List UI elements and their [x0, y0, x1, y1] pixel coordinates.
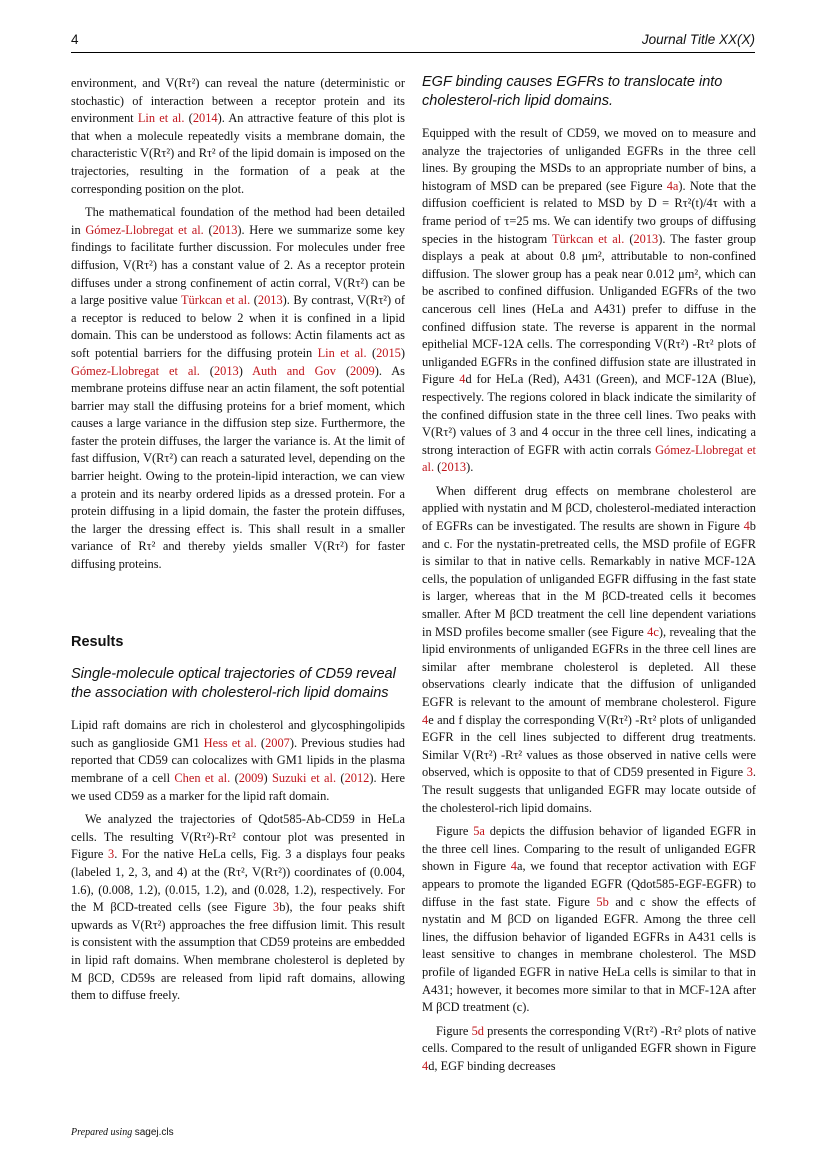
citation-link[interactable]: Auth and Gov: [252, 363, 336, 378]
citation-link[interactable]: 3: [273, 900, 280, 915]
citation-link[interactable]: 2013: [633, 231, 659, 246]
citation-link[interactable]: 4c: [647, 624, 659, 639]
paragraph-text: ). Here we used CD59 as a marker for the lipid raft domain.: [71, 771, 405, 803]
paragraph-text: and c show the effects of nystatin and M βCD on liganded EGFR. Among the three cell lines, the diffusion behavior of liganded EGFRs in A431 cells is least sensitive to changes in membrane cholesterol. The MSD profile of liganded EGFR in native HeLa cells is similar to that in A431; however, it becomes more similar to that in MCF-12A after M βCD treatment (c).: [422, 894, 756, 1015]
subheading-cd59: Single-molecule optical trajectories of CD59 reveal the association with cholesterol-rich lipid domains: [71, 666, 396, 702]
paragraph-text: (: [184, 111, 193, 126]
paragraph-text: Equipped with the result of CD59, we moved on to measure and analyze the trajectories of unliganded EGFRs in the three cell lines. By grouping the MSDs to an appropriate number of bins, a histogram of MSD can be prepared (see Figure: [422, 126, 756, 193]
paragraph-left-3: [71, 717, 405, 805]
paragraph-text: (: [624, 231, 634, 246]
paragraph-text: (: [250, 293, 258, 308]
citation-link[interactable]: 2012: [344, 771, 370, 785]
paragraph-text: e and f display the corresponding V(Rτ²) -Rτ² plots of unliganded EGFR in the cell lines subjected to different drug treatments. Similar V(Rτ²) -Rτ² values as those observed in native cells were observed, which is opposite to that of CD59 presented in Figure: [422, 712, 756, 780]
paragraph-text: a, we found that receptor activation with EGF appears to promote the liganded EGFR (Qdot585-EGF-EGFR) to diffuse in the fast state. Figure: [422, 859, 757, 909]
paragraph-text: . For the native HeLa cells, Fig. 3 a displays four peaks (labeled 1, 2, 3, and 4) at the (Rτ², V(Rτ²)) coordinates of (0.004, 1.6), (0.008, 1.2), (0.015, 1.2), and (0.028, 1.2), respectively. For the M βCD-treated cells (see Figure: [71, 847, 405, 915]
paragraph-text: ). As membrane proteins diffuse near an actin filament, the soft potential barrier may stall the diffusing proteins for a brief moment, which causes a large variance in the diffusion step size. Furthermore, the faster the protein diffuses, the larger the variance is. At the limit of fast diffusion, V(Rτ²) can reach a saturated level, depending on the barrier height. Owing to the protein-lipid interaction, we can view a protein and its nearby ordered lipids as a dressed protein. For a protein diffusing in a lipid domain, the faster the protein diffuses, the larger the dressing effect is. This shall result in a smaller variance of Rτ² and thereby yields smaller V(Rτ²) for faster diffusing proteins.: [71, 363, 405, 572]
paragraph-text: ): [263, 771, 272, 785]
paragraph-text: ).: [466, 460, 474, 475]
citation-link[interactable]: 2013: [213, 363, 239, 378]
citation-link[interactable]: 2015: [376, 345, 401, 360]
paragraph-text: ). An attractive feature of this plot is that when a molecule repeatedly visits a membrane domain, the characteristic V(Rτ²) and Rτ² of the lipid domain is imposed on the trajectories, resulting in the formation of a peak at the corresponding position on the plot.: [71, 111, 405, 196]
citation-link[interactable]: 2014: [192, 111, 218, 126]
paragraph-text: When different drug effects on membrane cholesterol are applied with nystatin and M βCD, cholesterol-mediated interaction of EGFRs can be investigated. The results are shown in Figure: [422, 483, 756, 534]
paragraph-text: ). Here we summarize some key findings to facilitate further discussion. For molecules under free diffusion, V(Rτ²) has a constant value of 2. As a receptor protein diffuses under a strong confinement of actin corral, V(Rτ²) can be a large positive value: [71, 222, 405, 308]
paragraph-text: ): [238, 363, 253, 378]
citation-link[interactable]: 2009: [349, 363, 375, 378]
citation-link[interactable]: 4: [422, 1058, 429, 1073]
running-header: [71, 30, 755, 53]
paragraph-text: d for HeLa (Red), A431 (Green), and MCF-12A (Blue), respectively. The regions colored in black indicate the similarity of the confined diffusion state in the three cell lines. Two peaks with V(Rτ²) values of 3 and 4 occur in the three cell lines, indicating a strong interaction of EGFR with actin corrals: [422, 372, 756, 457]
paragraph-text: ), revealing that the lipid environments of unliganded EGFRs in the three cell lines are similar after membrane cholesterol is depleted. All these observations clearly indicate that the diffusion of unliganded EGFR is relevant to the amount of membrane cholesterol. Figure: [422, 624, 756, 709]
citation-link[interactable]: Gómez-Llobregat et al.: [85, 222, 204, 237]
paragraph-text: The mathematical foundation of the method had been detailed in: [71, 205, 405, 237]
paragraph-right-4: [422, 1023, 756, 1076]
citation-link[interactable]: Türkcan et al.: [551, 231, 625, 246]
paragraph-text: ). The faster group displays a peak at about 0.8 μm², attributable to non-confined diffusion. The slower group has a peak near 0.012 μm², which can be ascribed to confined diffusion. Unliganded EGFRs of the two cancerous cell lines (HeLa and A431) prefer to diffuse in the confined diffusion state. The reverse is apparent in the normal epithelial MCF-12A cells. The corresponding V(Rτ²) -Rτ² plots of unliganded EGFRs in the confined diffusion state are illustrated in Figure: [422, 231, 756, 387]
citation-link[interactable]: 3: [107, 847, 115, 862]
citation-link[interactable]: Gómez-Llobregat et al.: [422, 442, 756, 475]
paragraph-text: depicts the diffusion behavior of liganded EGFR in the three cell lines. Comparing to the result of unliganded EGFR shown in Figure: [422, 824, 756, 874]
citation-link[interactable]: Lin et al.: [137, 111, 185, 126]
paragraph-right-2: [422, 483, 756, 817]
results-heading: Results: [71, 633, 124, 650]
paragraph-text: (: [256, 735, 266, 750]
citation-link[interactable]: 4: [743, 519, 750, 534]
paragraph-text: (: [335, 363, 350, 378]
citation-link[interactable]: Suzuki et al.: [271, 771, 337, 785]
paragraph-text: Figure: [436, 1023, 472, 1038]
paragraph-right-1: [422, 125, 756, 477]
citation-link[interactable]: Hess et al.: [203, 735, 257, 750]
citation-link[interactable]: 2013: [257, 293, 283, 308]
paragraph-text: ): [400, 345, 405, 360]
citation-link[interactable]: 5b: [596, 894, 609, 909]
citation-link[interactable]: 2007: [265, 735, 290, 750]
paragraph-text: ). Previous studies had reported that CD59 can colocalizes with GM1 lipids in the plasma membrane of a cell: [71, 735, 405, 785]
paragraph-text: ). Note that the diffusion coefficient is related to MSD by D = Rτ²(t)/4τ with a frame period of τ=25 ms. We can identify two groups of diffusing species in the histogram: [422, 178, 756, 246]
paragraph-left-4: [71, 811, 405, 1005]
paragraph-text: b), the four peaks shift upwards as V(Rτ²) approaches the free diffusion limit. This result is consistent with the assumption that CD59 proteins are embedded in lipid raft domains. When membrane cholesterol is depleted by M βCD, CD59s are released from lipid raft domains, allowing them to diffuse freely.: [71, 900, 405, 1003]
citation-link[interactable]: 3: [746, 765, 753, 780]
paragraph-text: Figure: [436, 824, 474, 839]
paragraph-text: environment, and V(Rτ²) can reveal the nature (deterministic or stochastic) of interaction between a receptor protein and its environment: [71, 76, 405, 126]
paragraph-text: We analyzed the trajectories of Qdot585-Ab-CD59 in HeLa cells. The resulting V(Rτ²)-Rτ² contour plot was presented in Figure: [71, 812, 405, 862]
paragraph-left-1: [71, 75, 405, 198]
paragraph-right-3: [422, 823, 756, 1017]
paragraph-text: . The result suggests that unliganded EGFR may locate outside of the cholesterol-rich lipid domains.: [422, 765, 756, 815]
citation-link[interactable]: 2009: [238, 771, 264, 785]
citation-link[interactable]: Gómez-Llobregat et al.: [71, 363, 200, 378]
citation-link[interactable]: 2013: [441, 460, 467, 475]
paragraph-text: (: [336, 771, 345, 785]
citation-link[interactable]: 2013: [212, 222, 238, 237]
citation-link[interactable]: 4: [422, 712, 429, 727]
paragraph-text: (: [434, 460, 442, 475]
footer-prefix: Prepared using: [71, 1127, 135, 1138]
paragraph-text: (: [230, 771, 239, 785]
citation-link[interactable]: 5a: [473, 824, 485, 839]
citation-link[interactable]: Türkcan et al.: [180, 293, 251, 308]
paragraph-text: Lipid raft domains are rich in cholesterol and glycosphingolipids such as ganglioside GM1: [71, 718, 405, 750]
paragraph-text: (: [366, 345, 377, 360]
paragraph-text: b and c. For the nystatin-pretreated cells, the MSD profile of EGFR is similar to that in native cells. Remarkably in native MCF-12A cells, the population of unliganded EGFR diffusing in the fast state is larger, whereas that in the M βCD-treated cells it becomes smaller. After M βCD treatment the cell line dependent variations in MSD profiles become smaller (see Figure: [422, 519, 756, 639]
paragraph-text: (: [199, 363, 214, 378]
citation-link[interactable]: 4: [510, 859, 517, 874]
citation-link[interactable]: 4: [459, 372, 466, 387]
paragraph-text: d, EGF binding decreases: [428, 1058, 556, 1073]
page-number: 4: [71, 32, 79, 47]
citation-link[interactable]: Lin et al.: [317, 345, 367, 360]
right-column: [422, 75, 756, 1081]
citation-link[interactable]: Chen et al.: [174, 771, 231, 785]
citation-link[interactable]: 5d: [471, 1023, 484, 1038]
paragraph-text: presents the corresponding V(Rτ²) -Rτ² plots of native cells. Compared to the result of unliganded EGFR shown in Figure: [422, 1023, 756, 1056]
footer-cls: sagej.cls: [134, 1127, 174, 1138]
footer: [71, 1127, 174, 1138]
left-column: [71, 75, 405, 1011]
paragraph-left-2: [71, 204, 405, 573]
subheading-egf: EGF binding causes EGFRs to translocate into cholesterol-rich lipid domains.: [422, 74, 723, 109]
paragraph-text: (: [203, 222, 213, 237]
paragraph-text: ). By contrast, V(Rτ²) of a receptor is reduced to below 2 when it is confined in a lipid domain. This can be understood as follows: Actin filaments act as soft potential barriers for the diffusing protein: [71, 293, 405, 360]
journal-title: Journal Title XX(X): [641, 32, 755, 47]
citation-link[interactable]: 4a: [666, 178, 679, 193]
